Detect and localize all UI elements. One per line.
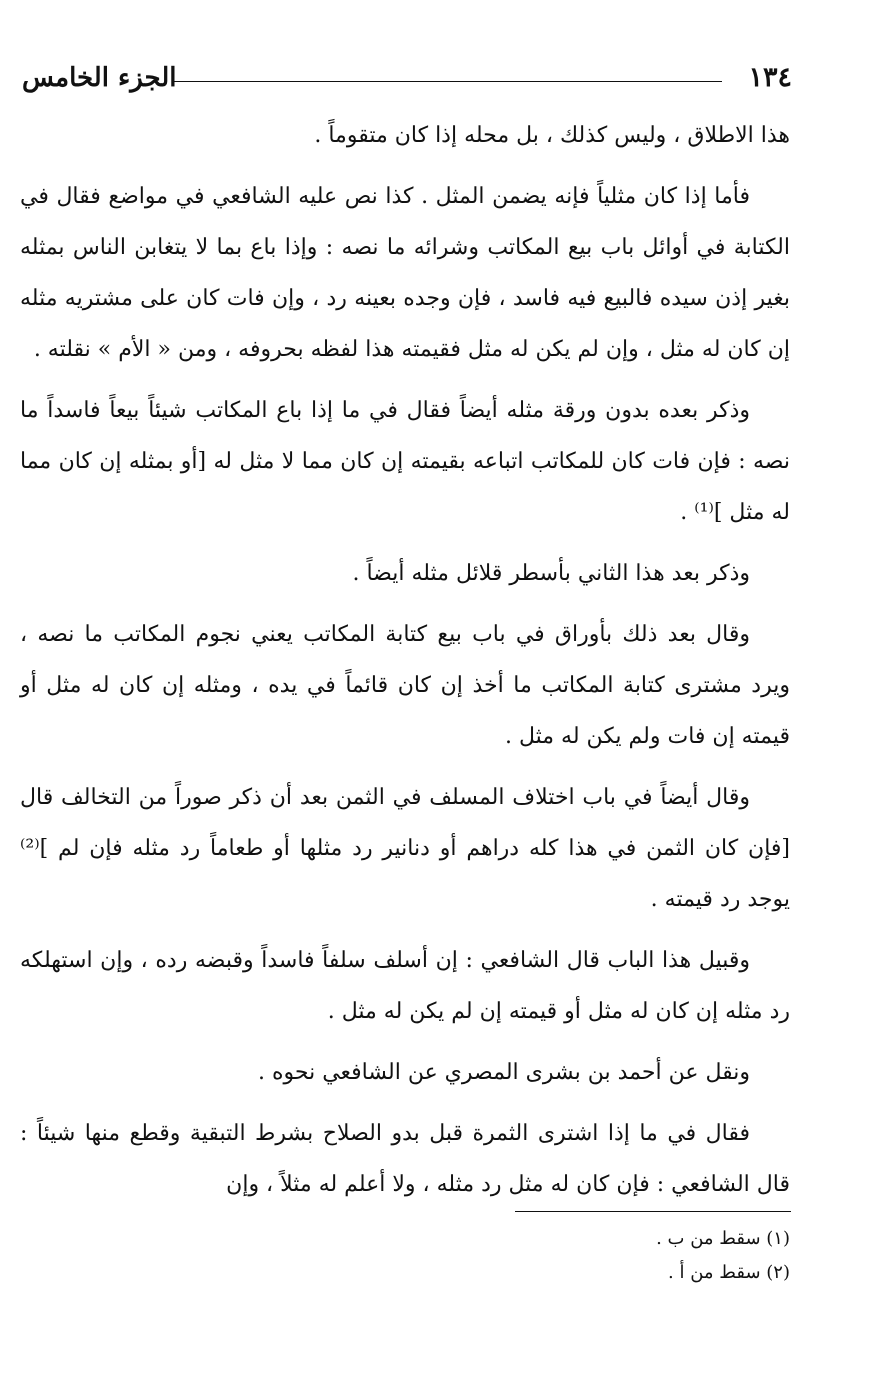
footnotes (20, 1222, 790, 1290)
main-text (20, 110, 790, 1220)
page-number: ١٣٤ (748, 62, 792, 93)
paragraph: ونقل عن أحمد بن بشرى المصري عن الشافعي نحوه . (258, 1060, 750, 1085)
paragraph: وذكر بعده بدون ورقة مثله أيضاً فقال في ما إذا باع المكاتب شيئاً بيعاً فاسداً ما نصه : فإن فات كان للمكاتب اتباعه بقيمته إن كان مما لا مثل له [أو بمثله إن كان مما له مثل ]⁽¹⁾ . (20, 398, 790, 525)
paragraph: وقبيل هذا الباب قال الشافعي : إن أسلف سلفاً فاسداً وقبضه رده ، وإن استهلكه رد مثله إن كان له مثل أو قيمته إن لم يكن له مثل . (20, 948, 790, 1024)
footnote-separator (515, 1211, 791, 1212)
header-rule (172, 81, 722, 82)
paragraph: وقال أيضاً في باب اختلاف المسلف في الثمن بعد أن ذكر صوراً من التخالف قال [فإن كان الثمن في هذا كله دراهم أو دنانير رد مثلها أو طعاماً رد مثله فإن لم ]⁽²⁾ يوجد رد قيمته . (20, 785, 790, 912)
paragraph: فقال في ما إذا اشترى الثمرة قبل بدو الصلاح بشرط التبقية وقطع منها شيئاً : قال الشافعي : فإن كان له مثل رد مثله ، ولا أعلم له مثلاً ، وإن (20, 1121, 790, 1197)
paragraph: فأما إذا كان مثلياً فإنه يضمن المثل . كذا نص عليه الشافعي في مواضع فقال في الكتابة في أوائل باب بيع المكاتب وشرائه ما نصه : وإذا باع بما لا يتغابن الناس بمثله بغير إذن سيده فالبيع فيه فاسد ، فإن وجده بعينه رد ، وإن فات كان على مشتريه مثله إن كان له مثل ، وإن لم يكن له مثل فقيمته هذا لفظه بحروفه ، ومن « الأم » نقلته . (20, 184, 790, 362)
footnote: (٢) سقط من أ . (668, 1262, 790, 1283)
page-header (22, 58, 792, 102)
paragraph: هذا الاطلاق ، وليس كذلك ، بل محله إذا كان متقوماً . (314, 123, 790, 148)
running-title: الجزء الخامس (22, 63, 177, 93)
paragraph: وذكر بعد هذا الثاني بأسطر قلائل مثله أيضاً . (352, 561, 750, 586)
footnote: (١) سقط من ب . (656, 1228, 790, 1249)
paragraph: وقال بعد ذلك بأوراق في باب بيع كتابة المكاتب يعني نجوم المكاتب ما نصه ، ويرد مشترى كتابة المكاتب ما أخذ إن كان قائماً في يده ، ومثله إن كان له مثل أو قيمته إن فات ولم يكن له مثل . (20, 622, 790, 749)
